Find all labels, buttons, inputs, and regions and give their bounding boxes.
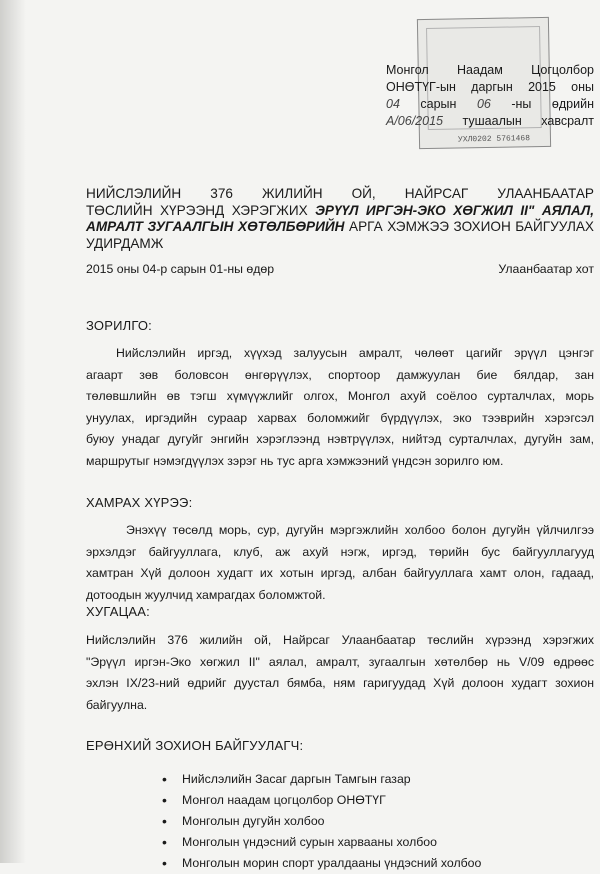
annex-order-label: тушаалын хавсралт [462,114,594,128]
annex-day: 06 [476,97,491,111]
organizer-list [160,769,481,874]
title-line-3-plain: АРГА ХЭМЖЭЭ ЗОХИОН БАЙГУУЛАХ [349,219,594,234]
goal-line: Нийслэлийн иргэд, хүүхэд залуусын амралт, чөлөөт цагийг эрүүл цэнгэг [116,346,594,360]
scope-paragraph [86,520,594,606]
scope-line-end: дотоодын жуулчид хамрагдах боломжтой. [86,587,326,602]
scope-line: Энэхүү төсөлд морь, сур, дугуйн мэргэжлийн холбоо болон дугуйн үйлчилгээ [126,523,594,537]
page-shadow-edge [0,0,26,863]
title-line-2-plain: ТӨСЛИЙН ХҮРЭЭНД ХЭРЭГЖИХ [86,202,308,218]
title-line-3 [86,219,594,236]
organizer-heading: ЕРӨНХИЙ ЗОХИОН БАЙГУУЛАГЧ: [86,738,304,753]
time-paragraph [86,630,594,716]
time-line: эхлэн IX/23-ний өдрийг дуустал бямба, ням гаригуудад Хүй долоон худагт зохион [86,676,594,690]
annex-line-4 [386,113,594,130]
scope-line: хамтран Хүй долоон худагт их хотын иргэд, албан байгууллага хамт олон, гадаад, [86,566,594,580]
annex-reference [386,62,594,130]
title-line-4: УДИРДАМЖ [86,235,164,251]
time-line-end: байгуулна. [86,697,148,712]
annex-line-3 [386,96,594,113]
time-line: "Эрүүл иргэн-Эко хөгжил II" аялал, амралт, зугаалгын хөтөлбөр нь V/09 өдрөөс [86,654,594,669]
goal-line: буюу унадаг дугуйг энгийн хэрэглээнд нэвтрүүлэх, нийтэд сурталчлах, дугуйн зам, [86,432,594,446]
time-line: Нийслэлийн 376 жилийн ой, Найрсаг Улаанбаатар төслийн хүрээнд хэрэгжих [86,633,594,647]
list-item: • Монголын дугуйн холбоо [160,811,481,832]
scope-line: эрхэлдэг байгууллага, клуб, аж ахуй нэгж, иргэд, төрийн бус байгууллагууд [86,544,594,559]
document-date: 2015 оны 04-р сарын 01-ны өдөр [86,262,275,276]
title-line-2-bold: ЭРҮҮЛ ИРГЭН-ЭКО ХӨГЖИЛ II" АЯЛАЛ, [315,202,594,218]
document-title [86,186,594,252]
annex-line-2: ОНӨТҮГ-ын даргын 2015 оны [386,80,594,94]
annex-month-label: сарын [420,97,457,111]
annex-line-1: Монгол Наадам Цогцолбор [386,63,594,77]
scope-heading: ХАМРАХ ХҮРЭЭ: [86,495,193,510]
document-city: Улаанбаатар хот [498,262,594,276]
stamp-code: УХЛ0202 5761468 [457,134,531,145]
goal-line: агаарт зөв боловсон өнгөрүүлэх, спортоор дамжуулан бие бялдар, зан [86,367,594,382]
title-line-3-bold: АМРАЛТ ЗУГААЛГЫН ХӨТӨЛБӨРИЙН [86,219,345,234]
list-item: • Нийслэлийн Засаг даргын Тамгын газар [160,769,481,790]
list-item: • Монголын морин спорт уралдааны үндэсний холбоо [160,853,481,874]
goal-line: төлөвшлийн өв тэгш хүмүүжлийг олгох, Монгол ахуй соёлоо сурталчлах, морь [86,389,594,403]
goal-line: унуулах, иргэдийн сураар харвах боломжийг бүрдүүлэх, эко тээврийн хэрэгсэл [86,410,594,425]
goal-paragraph [86,343,594,472]
goal-line-end: маршрутыг нэмэгдүүлэх зэрэг нь тус арга хэмжээний үндсэн зорилго юм. [86,453,504,468]
annex-month: 04 [386,97,400,111]
title-line-1: НИЙСЛЭЛИЙН 376 ЖИЛИЙН ОЙ, НАЙРСАГ УЛААНБААТАР [86,186,594,201]
annex-order-number: А/06/2015 [386,114,443,128]
date-line [86,262,594,276]
annex-day-label: -ны өдрийн [511,97,594,111]
goal-heading: ЗОРИЛГО: [86,318,152,333]
time-heading: ХУГАЦАА: [86,604,150,619]
list-item: • Монголын үндэсний сурын харвааны холбоо [160,832,481,853]
title-line-2 [86,203,594,220]
list-item: • Монгол наадам цогцолбор ОНӨТҮГ [160,790,481,811]
